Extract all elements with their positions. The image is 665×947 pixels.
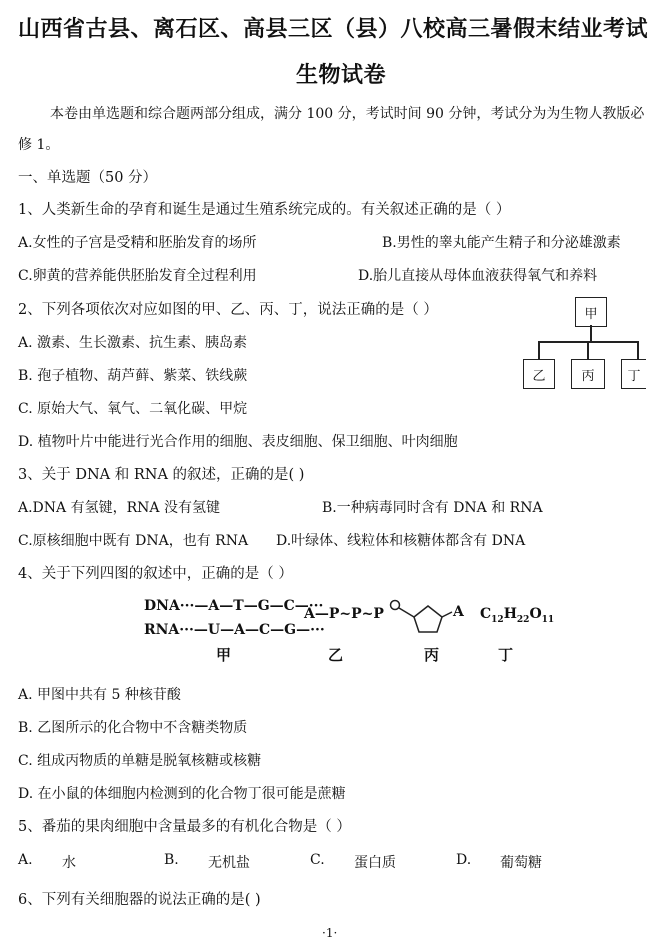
fig-caption-bing: 丙: [424, 646, 440, 664]
fig-caption-jia: 甲: [216, 646, 232, 664]
q4-option-c: C. 组成丙物质的单糖是脱氧核糖或核糖: [18, 753, 262, 769]
q5-option-c-letter: C.: [310, 852, 325, 868]
q5-option-a-letter: A.: [18, 852, 33, 868]
tree-connector-vertical: [590, 325, 592, 341]
fig-formula: $C_{12}H_{22}O_{11}$: [480, 606, 555, 625]
q5-stem: 5、番茄的果肉细胞中含量最多的有机化合物是（ ）: [18, 819, 351, 835]
q3-option-d: D.叶绿体、线粒体和核糖体都含有 DNA: [276, 533, 526, 549]
intro-line1: 本卷由单选题和综合题两部分组成，满分 100 分，考试时间 90 分钟，考试分为为生物人教版必: [50, 106, 645, 122]
q4-stem: 4、关于下列四图的叙述中，正确的是（ ）: [18, 566, 293, 582]
q2-stem: 2、下列各项依次对应如图的甲、乙、丙、丁，说法正确的是（ ）: [18, 302, 438, 318]
q1-option-a: A.女性的子宫是受精和胚胎发育的场所: [18, 235, 257, 251]
q3-stem: 3、关于 DNA 和 RNA 的叙述，正确的是( ): [18, 467, 305, 483]
q6-stem: 6、下列有关细胞器的说法正确的是( ): [18, 892, 261, 908]
q4-option-d: D. 在小鼠的体细胞内检测到的化合物丁很可能是蔗糖: [18, 786, 346, 802]
fig-dna-strand: DNA···—A—T—G—C—···: [144, 598, 324, 614]
tree-connector-left: [538, 341, 540, 359]
q2-option-a: A. 激素、生长激素、抗生素、胰岛素: [18, 335, 248, 351]
tree-connector-right: [637, 341, 639, 359]
tree-node-mid: 丙: [571, 359, 605, 389]
q4-option-a: A. 甲图中共有 5 种核苷酸: [18, 687, 181, 703]
q3-option-c: C.原核细胞中既有 DNA，也有 RNA: [18, 533, 249, 549]
q3-option-b: B.一种病毒同时含有 DNA 和 RNA: [322, 500, 543, 516]
q5-option-b: 无机盐: [208, 855, 250, 871]
q2-tree-diagram: [515, 292, 645, 397]
section-heading: 一、单选题（50 分）: [18, 170, 158, 186]
page-title-line1: 山西省古县、离石区、高县三区（县）八校高三暑假末结业考试: [18, 16, 649, 42]
fig-rna-strand: RNA···—U—A—C—G—···: [144, 622, 325, 638]
q1-option-b: B.男性的睾丸能产生精子和分泌雄激素: [382, 235, 621, 251]
q4-option-b: B. 乙图所示的化合物中不含糖类物质: [18, 720, 248, 736]
q1-stem: 1、人类新生命的孕育和诞生是通过生殖系统完成的。有关叙述正确的是（ ）: [18, 202, 511, 218]
q5-option-d: 葡萄糖: [500, 855, 542, 871]
fig-caption-ding: 丁: [498, 646, 514, 664]
tree-node-top: 甲: [575, 297, 607, 327]
page-title-line2: 生物试卷: [296, 62, 387, 88]
q2-option-d: D. 植物叶片中能进行光合作用的细胞、表皮细胞、保卫细胞、叶肉细胞: [18, 434, 458, 450]
q2-option-b: B. 孢子植物、葫芦藓、紫菜、铁线蕨: [18, 368, 248, 384]
q3-option-a: A.DNA 有氢键，RNA 没有氢键: [18, 500, 220, 516]
fig-caption-yi: 乙: [328, 646, 344, 664]
q1-option-c: C.卵黄的营养能供胚胎发育全过程利用: [18, 268, 257, 284]
fig-atp: A—P~P~P: [304, 606, 384, 622]
q5-option-d-letter: D.: [456, 852, 472, 868]
q2-option-c: C. 原始大气、氧气、二氧化碳、甲烷: [18, 401, 248, 417]
q5-option-b-letter: B.: [164, 852, 179, 868]
intro-line2: 修 1。: [18, 137, 60, 153]
tree-node-left: 乙: [523, 359, 555, 389]
q4-figure: [140, 596, 560, 666]
tree-connector-mid: [587, 341, 589, 359]
tree-node-right: 丁: [621, 359, 646, 389]
q5-option-a: 水: [62, 855, 76, 871]
q5-option-c: 蛋白质: [354, 855, 396, 871]
q1-option-d: D.胎儿直接从母体血液获得氧气和养料: [358, 268, 598, 284]
fig-ring-base-label: A: [453, 604, 464, 620]
page-number: ·1·: [322, 926, 338, 940]
